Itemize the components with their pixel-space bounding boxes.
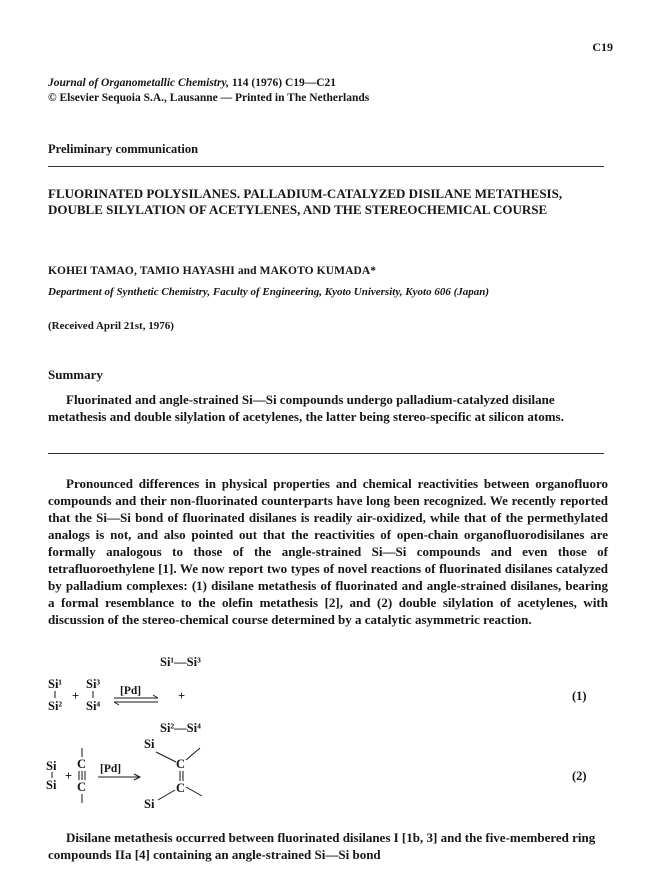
section-label: Preliminary communication (48, 142, 199, 156)
eq2-product-c-bottom: C (176, 781, 186, 795)
divider-top (48, 166, 604, 167)
eq1-si2: Si² (48, 699, 63, 713)
eq2-si-bottom: Si (46, 778, 57, 792)
eq1-product-bottom: Si²—Si⁴ (160, 721, 201, 734)
body-paragraph: Pronounced differences in physical properties and chemical reactivities between organofluoro compounds and their non-fluorinated counterparts have long been recognized. We recently reported that the Si—Si bond of fluorinated disilanes is readily air-oxidized, while that of the permethylated analogs is not, and also pointed out that the reactivities of open-chain organofluorodisilanes are formally analogous to those of the angle-strained Si—Si compounds and even those of tetrafluoroethylene [1]. We now report two types of novel reactions of fluorinated disilanes catalyzed by palladium complexes: (1) disilane metathesis of fluorinated and angle-strained disilanes, bearing a formal resemblance to the olefin metathesis [2], and (2) double silylation of acetylenes, with discussion of the stereo-chemical course determined by a catalytic asymmetric reaction. (48, 476, 608, 627)
authors: KOHEI TAMAO, TAMIO HAYASHI and MAKOTO KUMADA* (48, 265, 377, 277)
body-paragraph-2: Disilane metathesis occurred between fluorinated disilanes I [1b, 3] and the five-membered ring compounds IIa [4] containing an angle-strained Si—Si bond (48, 830, 596, 862)
equation-2 (40, 734, 610, 814)
eq1-number: (1) (572, 689, 587, 703)
eq1-si4: Si⁴ (86, 699, 101, 713)
eq2-product-si-top: Si (144, 737, 155, 751)
eq1-catalyst: [Pd] (120, 685, 142, 697)
eq2-c-top: C (77, 757, 87, 771)
received-date: (Received April 21st, 1976) (48, 320, 174, 332)
eq1-product-top: Si¹—Si³ (160, 655, 201, 669)
eq2-catalyst: [Pd] (100, 763, 122, 775)
summary-text: Fluorinated and angle-strained Si—Si compounds undergo palladium-catalyzed disilane metathesis and double silylation of acetylenes, the latter being stereo-specific at silicon atoms. (48, 392, 564, 424)
equation-1 (40, 652, 610, 734)
summary-heading: Summary (48, 367, 103, 382)
eq2-c-bottom: C (77, 780, 87, 794)
eq2-si-top: Si (46, 759, 57, 773)
divider-summary (48, 453, 604, 454)
eq1-plus: + (72, 689, 80, 703)
eq1-plus-products: + (178, 689, 186, 703)
journal-header (48, 76, 369, 106)
eq1-si3: Si³ (86, 677, 101, 691)
journal-name: Journal of Organometallic Chemistry, (48, 77, 230, 89)
journal-citation: 114 (1976) C19—C21 (229, 77, 337, 89)
eq2-number: (2) (572, 769, 587, 783)
eq2-product-si-bottom: Si (144, 797, 155, 811)
eq2-plus: + (65, 769, 73, 783)
affiliation: Department of Synthetic Chemistry, Faculty of Engineering, Kyoto University, Kyoto 606 (Japan) (48, 286, 490, 298)
page-number: C19 (592, 40, 613, 54)
eq2-product-c-top: C (176, 757, 186, 771)
eq1-si1: Si¹ (48, 677, 63, 691)
article-title: FLUORINATED POLYSILANES. PALLADIUM-CATALYZED DISILANE METATHESIS, DOUBLE SILYLATION OF ACETYLENES, AND THE STEREOCHEMICAL COURSE (48, 186, 563, 217)
publisher-line: © Elsevier Sequoia S.A., Lausanne — Printed in The Netherlands (48, 92, 370, 104)
